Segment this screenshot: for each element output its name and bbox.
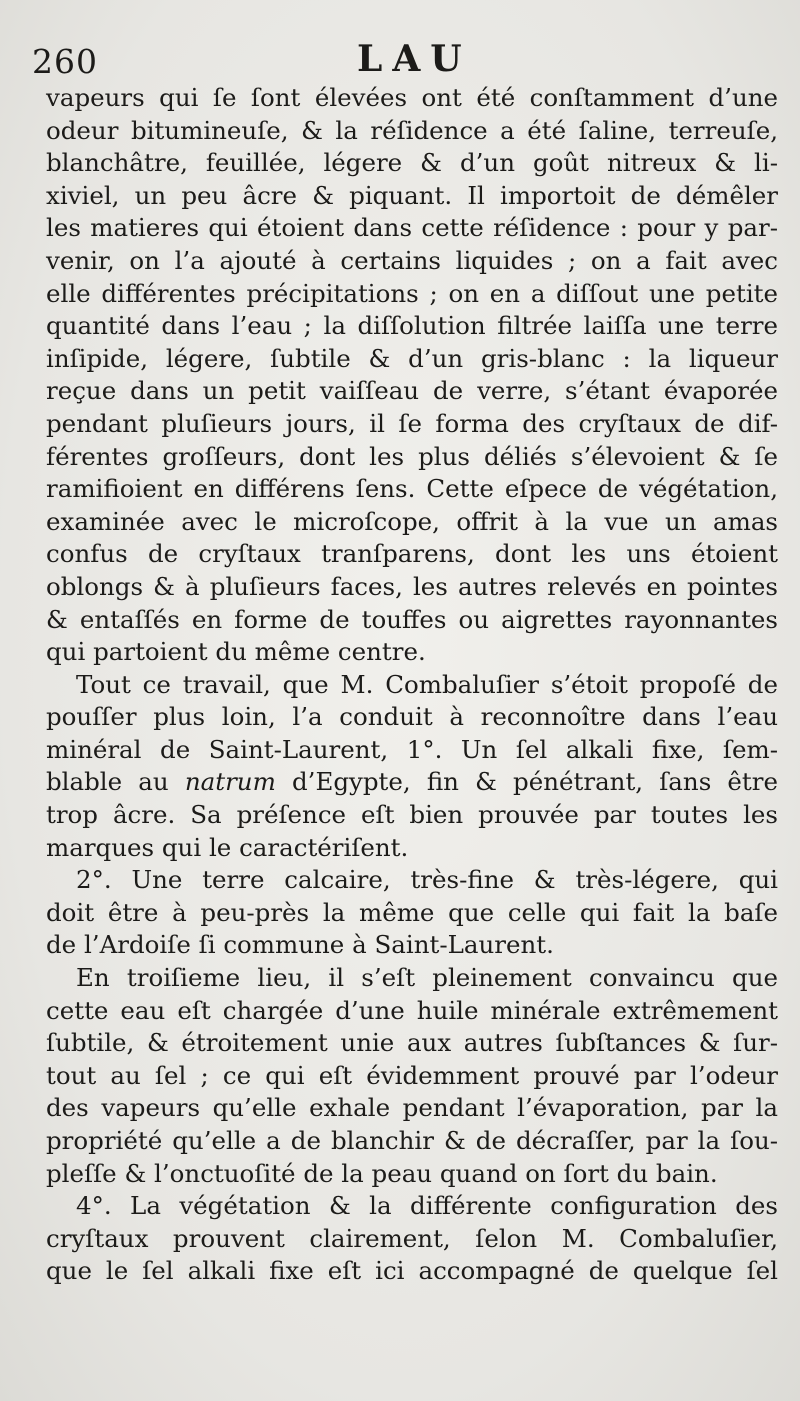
- text-run: blable au: [46, 767, 169, 797]
- page-number: 260: [32, 42, 98, 81]
- text-line: pleſſe & l’onctuoſité de la peau quand on ſort du bain.: [46, 1158, 718, 1188]
- italic-word: natrum: [184, 767, 276, 797]
- text-line: 4°. La végétation & la différente configuration des: [76, 1191, 778, 1221]
- text-line: férentes groſſeurs, dont les plus déliés s’élevoient & ſe: [46, 441, 778, 471]
- text-line: les matieres qui étoient dans cette réſidence : pour y par-: [46, 213, 778, 243]
- text-line: 2°. Une terre calcaire, très-fine & très-légere, qui: [76, 865, 778, 895]
- text-line: cryſtaux prouvent clairement, ſelon M. Combaluſier,: [46, 1223, 778, 1253]
- text-line: trop âcre. Sa préſence eſt bien prouvée par toutes les: [46, 800, 778, 830]
- text-line: propriété qu’elle a de blanchir & de décraſſer, par la ſou-: [46, 1126, 778, 1155]
- text-line: marques qui le caractériſent.: [46, 832, 409, 862]
- text-line: que le ſel alkali fixe eſt ici accompagné de quelque ſel: [46, 1256, 778, 1286]
- text-line: tout au ſel ; ce qui eſt évidemment prouvé par l’odeur: [46, 1060, 778, 1090]
- text-line: minéral de Saint-Laurent, 1°. Un ſel alkali fixe, ſem-: [46, 734, 778, 764]
- text-line: elle différentes précipitations ; on en a diſſout une petite: [46, 278, 778, 308]
- text-line: de l’Ardoiſe ſi commune à Saint-Laurent.: [46, 930, 554, 960]
- text-line: doit être à peu-près la même que celle qui fait la baſe: [46, 897, 778, 927]
- text-line: confus de cryſtaux tranſparens, dont les uns étoient: [46, 539, 778, 569]
- text-line: venir, on l’a ajouté à certains liquides ; on a fait avec: [46, 245, 778, 275]
- running-head: LAU: [357, 38, 472, 80]
- text-line: ſubtile, & étroitement unie aux autres ſubſtances & ſur-: [46, 1028, 778, 1058]
- text-line: quantité dans l’eau ; la diſſolution filtrée laiſſa une terre: [46, 311, 778, 341]
- text-line: xiviel, un peu âcre & piquant. Il importoit de démêler: [46, 180, 778, 210]
- text-line: reçue dans un petit vaiſſeau de verre, s’étant évaporée: [46, 376, 778, 406]
- text-line: Tout ce travail, que M. Combaluſier s’étoit propoſé de: [76, 669, 778, 699]
- text-line: odeur bitumineuſe, & la réſidence a été ſaline, terreuſe,: [46, 115, 778, 145]
- text-line: cette eau eſt chargée d’une huile minérale extrêmement: [46, 995, 778, 1025]
- text-line: En troiſieme lieu, il s’eſt pleinement convaincu que: [76, 963, 778, 993]
- text-line: pendant pluſieurs jours, il ſe forma des cryſtaux de dif-: [46, 408, 778, 438]
- text-line: oblongs & à pluſieurs faces, les autres relevés en pointes: [46, 571, 778, 601]
- page-header: [32, 38, 772, 86]
- text-line: inſipide, légere, ſubtile & d’un gris-blanc : la liqueur: [46, 343, 778, 373]
- text-line: vapeurs qui ſe ſont élevées ont été conſtamment d’une: [46, 83, 778, 112]
- text-run: d’Egypte, fin & pénétrant, ſans être: [291, 767, 778, 797]
- body-text: [46, 82, 778, 1288]
- text-line: des vapeurs qu’elle exhale pendant l’évaporation, par la: [46, 1093, 778, 1123]
- text-line: ramifioient en différens ſens. Cette eſpece de végétation,: [46, 474, 778, 504]
- text-line: blanchâtre, feuillée, légere & d’un goût nitreux & li-: [46, 148, 778, 178]
- text-line-with-italic: [46, 766, 778, 799]
- text-line: & entaſſés en forme de touffes ou aigrettes rayonnantes: [46, 604, 778, 634]
- text-line: examinée avec le microſcope, offrit à la vue un amas: [46, 506, 778, 536]
- text-line: pouſſer plus loin, l’a conduit à reconnoître dans l’eau: [46, 702, 778, 732]
- text-line: qui partoient du même centre.: [46, 637, 426, 667]
